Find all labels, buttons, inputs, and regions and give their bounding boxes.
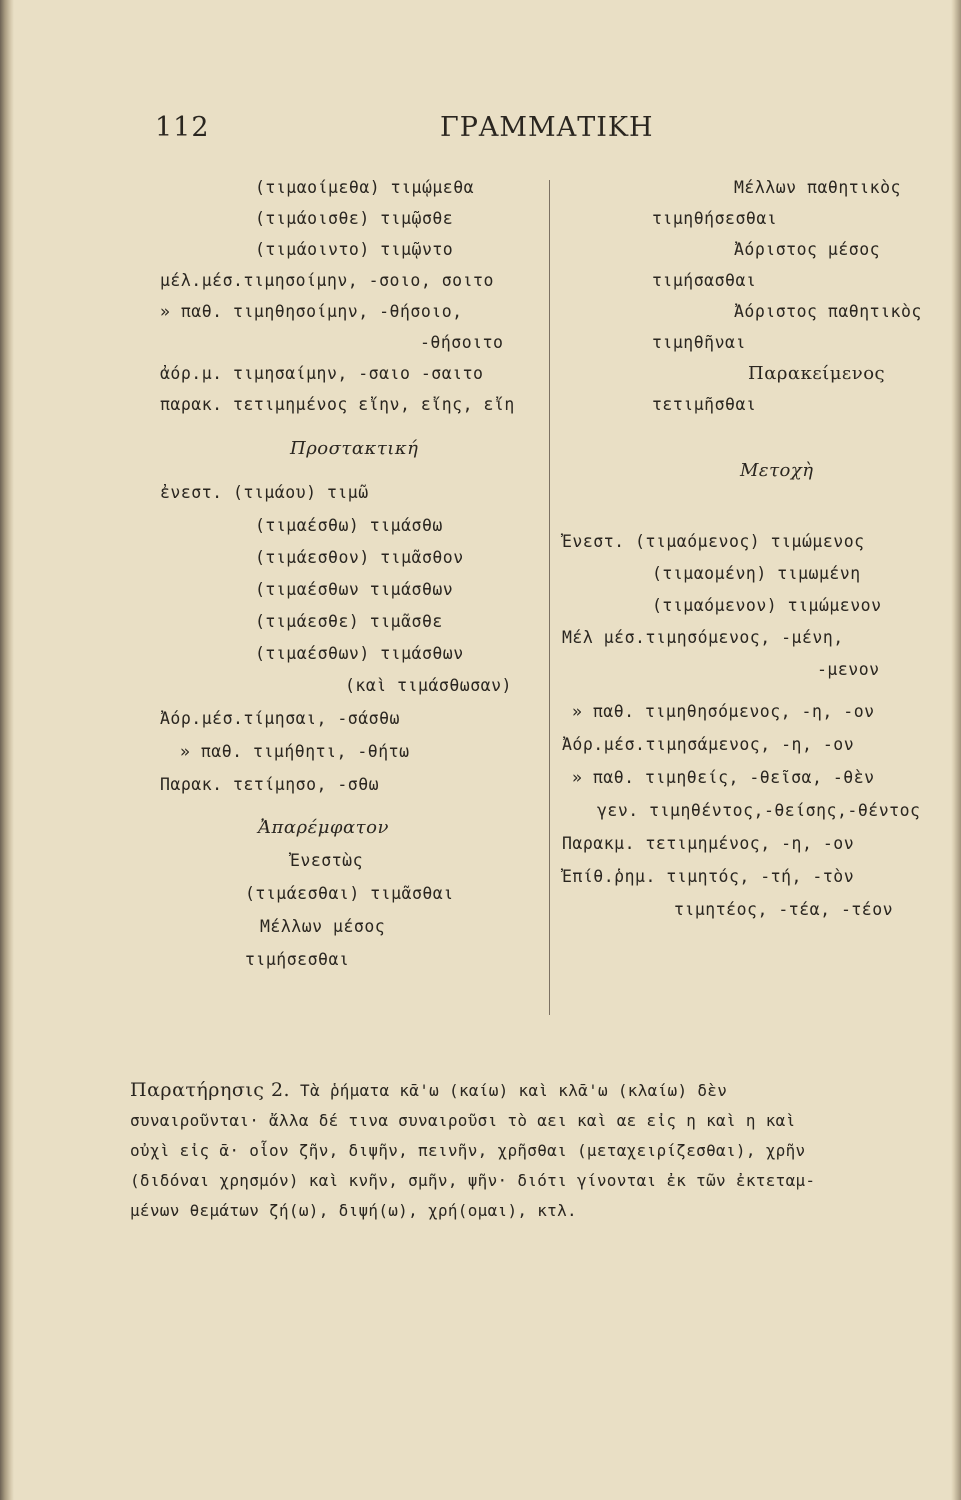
- right-line: (τιμαόμενον) τιμώμενον: [652, 596, 882, 615]
- note-text: Τὰ ῥήματα κᾱ'ω (καίω) καὶ κλᾱ'ω (κλαίω) δὲν: [300, 1081, 728, 1100]
- left-line: Ἐνεστὼς: [290, 851, 364, 870]
- right-line: Μέλλων παθητικὸς: [734, 178, 901, 197]
- note-line: οὐχὶ εἰς ᾱ· οἷον ζῆν, διψῆν, πεινῆν, χρῆσθαι (μεταχειρίζεσθαι), χρῆν: [130, 1141, 806, 1160]
- left-line: (τιμαοίμεθα) τιμῴμεθα: [255, 178, 475, 197]
- right-line: Παρακείμενος: [748, 363, 886, 384]
- left-line: (τιμαέσθων) τιμάσθων: [255, 644, 464, 663]
- right-line: Ἀόρ.μέσ.τιμησάμενος, -η, -ον: [562, 735, 855, 754]
- left-heading: Προστακτική: [290, 438, 419, 459]
- right-line: Ἐπίθ.ῥημ. τιμητός, -τή, -τὸν: [562, 867, 855, 886]
- right-line: » παθ. τιμηθείς, -θεῖσα, -θὲν: [572, 768, 875, 787]
- page-number: 112: [155, 112, 210, 143]
- page-right-edge: [951, 0, 961, 1500]
- left-line: (τιμάοιντο) τιμῷντο: [255, 240, 454, 259]
- left-line: -θήσοιτο: [420, 333, 504, 352]
- column-divider: [549, 180, 550, 1015]
- left-line: τιμήσεσθαι: [245, 950, 350, 969]
- left-line: » παθ. τιμηθησοίμην, -θήσοιο,: [160, 302, 463, 321]
- right-line: γεν. τιμηθέντος,-θείσης,-θέντος: [597, 801, 921, 820]
- note-heading: Παρατήρησις 2.: [130, 1079, 291, 1101]
- left-line: (τιμάεσθαι) τιμᾶσθαι: [245, 884, 454, 903]
- left-line: (καὶ τιμάσθωσαν): [345, 676, 512, 695]
- right-line: τιμητέος, -τέα, -τέον: [674, 900, 894, 919]
- left-line: ἐνεστ. (τιμάου) τιμῶ: [160, 483, 369, 502]
- left-line: Μέλλων μέσος: [260, 917, 386, 936]
- note-line: συναιροῦνται· ἄλλα δέ τινα συναιροῦσι τὸ αει καὶ αε εἰς η καὶ η καὶ: [130, 1111, 796, 1130]
- left-line: (τιμάεσθον) τιμᾶσθον: [255, 548, 464, 567]
- right-line: Ἀόριστος μέσος: [734, 240, 881, 259]
- left-line: » παθ. τιμήθητι, -θήτω: [180, 742, 410, 761]
- left-line: μέλ.μέσ.τιμησοίμην, -σοιο, σοιτο: [160, 271, 494, 290]
- right-line: τιμηθήσεσθαι: [652, 209, 778, 228]
- note-line: (διδόναι χρησμόν) καὶ κνῆν, σμῆν, ψῆν· διότι γίνονται ἐκ τῶν ἐκτεταμ-: [130, 1171, 816, 1190]
- left-line: Ἀόρ.μέσ.τίμησαι, -σάσθω: [160, 709, 400, 728]
- left-line: (τιμάοισθε) τιμῷσθε: [255, 209, 454, 228]
- note-line: [130, 1075, 942, 1106]
- left-line: Παρακ. τετίμησο, -σθω: [160, 775, 380, 794]
- left-line: (τιμαέσθω) τιμάσθω: [255, 516, 443, 535]
- right-line: (τιμαομένη) τιμωμένη: [652, 564, 861, 583]
- right-line: τετιμῆσθαι: [652, 395, 757, 414]
- right-line: Μέλ μέσ.τιμησόμενος, -μένη,: [562, 628, 844, 647]
- right-line: τιμήσασθαι: [652, 271, 757, 290]
- right-heading: Μετοχὴ: [740, 460, 814, 481]
- right-line: Ἐνεστ. (τιμαόμενος) τιμώμενος: [562, 532, 865, 551]
- page-binding-edge: [0, 0, 14, 1500]
- right-line: Παρακμ. τετιμημένος, -η, -ον: [562, 834, 855, 853]
- right-line: -μενον: [817, 660, 880, 679]
- left-line: παρακ. τετιμημένος εἴην, εἴης, εἴη: [160, 395, 515, 414]
- right-line: » παθ. τιμηθησόμενος, -η, -ον: [572, 702, 875, 721]
- observation-note: [130, 1075, 942, 1226]
- page-title: ΓΡΑΜΜΑΤΙΚΗ: [440, 112, 654, 143]
- left-heading: Ἀπαρέμφατον: [258, 817, 389, 838]
- right-line: τιμηθῆναι: [652, 333, 746, 352]
- right-line: Ἀόριστος παθητικὸς: [734, 302, 922, 321]
- left-line: ἀόρ.μ. τιμησαίμην, -σαιο -σαιτο: [160, 364, 484, 383]
- left-line: (τιμάεσθε) τιμᾶσθε: [255, 612, 443, 631]
- left-line: (τιμαέσθων τιμάσθων: [255, 580, 454, 599]
- note-line: μένων θεμάτων ζή(ω), διψή(ω), χρή(ομαι), κτλ.: [130, 1201, 577, 1220]
